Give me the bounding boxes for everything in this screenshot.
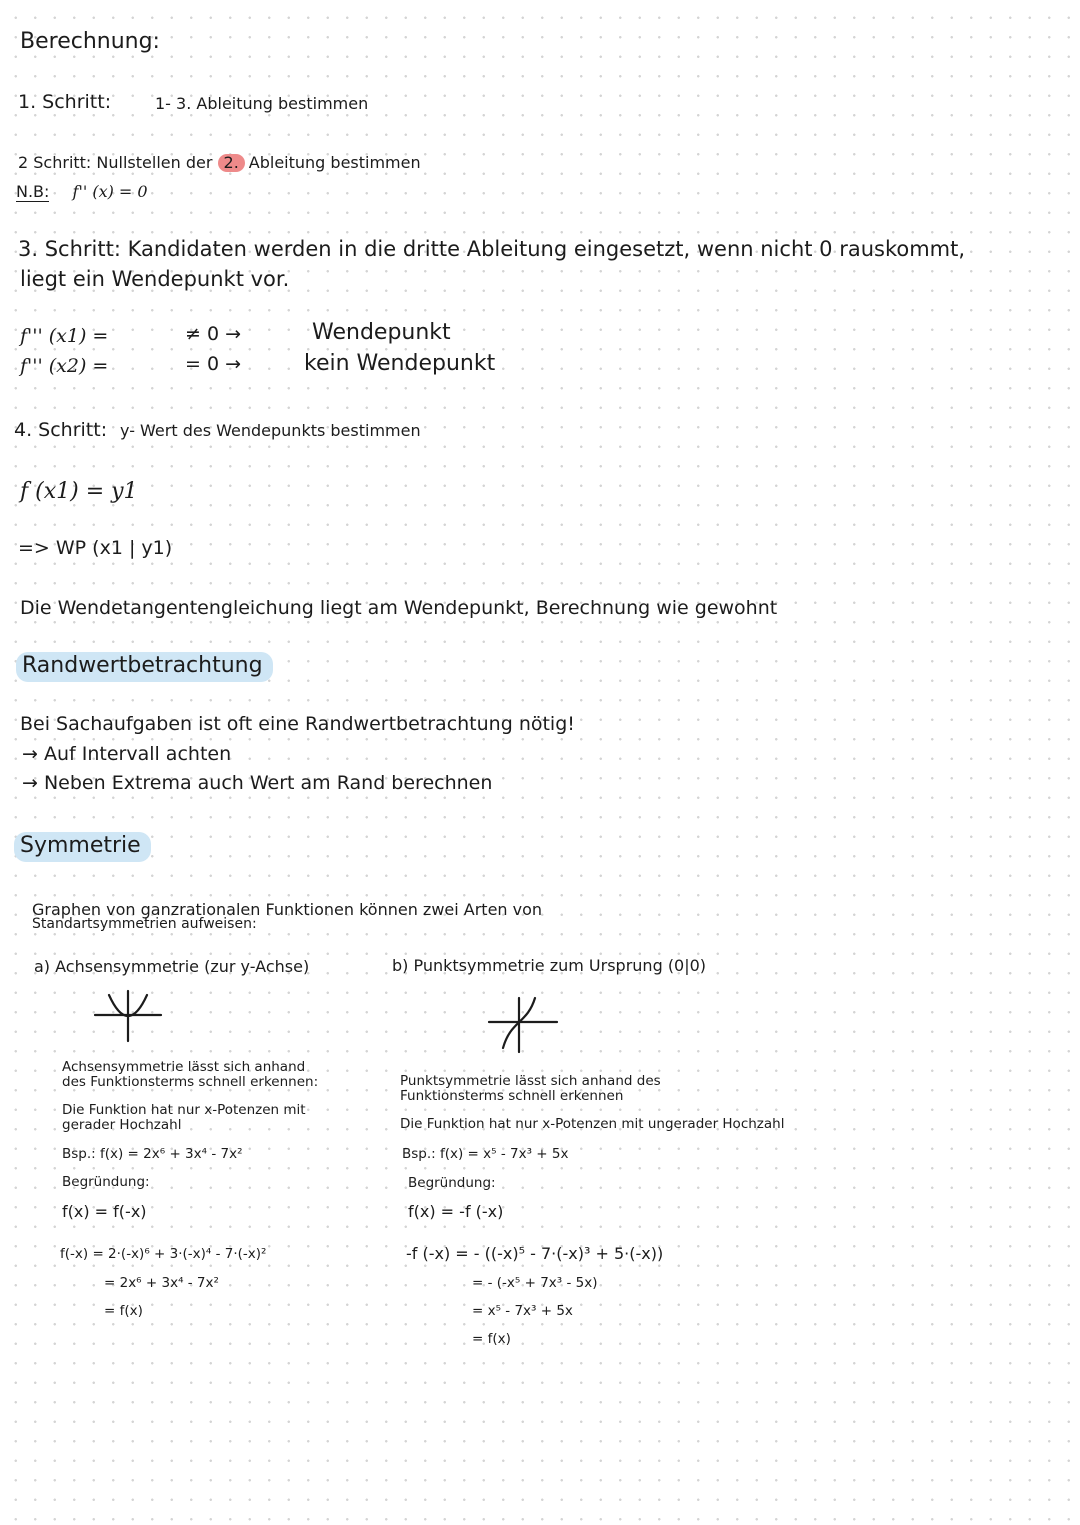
symmetry-a-rule-line1: Die Funktion hat nur x-Potenzen mit <box>62 1102 306 1118</box>
f3-x1-text: Wendepunkt <box>312 320 451 345</box>
nb-formula: f'' (x) = 0 <box>72 182 148 201</box>
step2-nb-line <box>16 183 148 201</box>
symmetry-a-title: a) Achsensymmetrie (zur y-Achse) <box>34 957 310 976</box>
symmetry-a-desc-line1: Achsensymmetrie lässt sich anhand <box>62 1059 306 1075</box>
step2-highlight: 2. <box>218 154 245 172</box>
step3-line1: 3. Schritt: Kandidaten werden in die dritte Ableitung eingesetzt, wenn nicht 0 rauskommt, <box>18 237 966 261</box>
step4-label: 4. Schritt: <box>14 419 108 441</box>
symmetry-b-calc2: = - (-x⁵ + 7x³ - 5x) <box>472 1275 598 1291</box>
f3-x2-text: kein Wendepunkt <box>304 351 496 376</box>
symmetry-b-calc4: = f(x) <box>472 1331 511 1347</box>
step4-text: y- Wert des Wendepunkts bestimmen <box>120 421 421 440</box>
symmetry-b-reason: f(x) = -f (-x) <box>408 1202 504 1221</box>
symmetry-intro-line2: Standartsymmetrien aufweisen: <box>32 916 257 932</box>
symmetry-b-calc1: -f (-x) = - ((-x)⁵ - 7·(-x)³ + 5·(-x)) <box>406 1244 664 1263</box>
f3-x2-result: = 0 → <box>185 353 242 375</box>
step1-label: 1. Schritt: <box>18 91 112 113</box>
step4-formula: f (x1) = y1 <box>20 479 138 504</box>
symmetry-heading: Symmetrie <box>14 832 151 862</box>
nb-label: N.B: <box>16 182 50 201</box>
symmetry-a-example: Bsp.: f(x) = 2x⁶ + 3x⁴ - 7x² <box>62 1146 243 1162</box>
symmetry-a-rule-line2: gerader Hochzahl <box>62 1117 182 1133</box>
f3-x1-formula: f''' (x1) = <box>20 325 109 347</box>
symmetry-a-calc3: = f(x) <box>104 1303 143 1319</box>
symmetry-a-calc2: = 2x⁶ + 3x⁴ - 7x² <box>104 1275 219 1291</box>
boundary-line2: → Auf Intervall achten <box>22 743 232 765</box>
page-title: Berechnung: <box>20 29 160 54</box>
symmetry-b-rule: Die Funktion hat nur x-Potenzen mit ungerader Hochzahl <box>400 1116 785 1132</box>
symmetry-b-reason-label: Begründung: <box>408 1175 496 1191</box>
step2-line <box>18 154 421 172</box>
step2-text-pre: Nullstellen der <box>96 153 213 172</box>
symmetry-b-desc-line1: Punktsymmetrie lässt sich anhand des <box>400 1073 661 1089</box>
symmetry-intro-line1: Graphen von ganzrationalen Funktionen können zwei Arten von <box>32 900 543 919</box>
step4-result: => WP (x1 | y1) <box>18 537 173 559</box>
symmetry-a-desc-line2: des Funktionsterms schnell erkennen: <box>62 1074 319 1090</box>
boundary-line3: → Neben Extrema auch Wert am Rand berechnen <box>22 772 493 794</box>
boundary-line1: Bei Sachaufgaben ist oft eine Randwertbetrachtung nötig! <box>20 713 575 735</box>
axis-symmetry-graph-icon <box>95 985 185 1045</box>
symmetry-a-reason: f(x) = f(-x) <box>62 1202 147 1221</box>
step2-label: 2 Schritt: <box>18 153 92 172</box>
f3-x1-result: ≠ 0 → <box>185 323 242 345</box>
step2-text-post: Ableitung bestimmen <box>248 153 421 172</box>
symmetry-a-reason-label: Begründung: <box>62 1174 150 1190</box>
f3-x2-formula: f''' (x2) = <box>20 355 109 377</box>
symmetry-b-title: b) Punktsymmetrie zum Ursprung (0|0) <box>392 956 707 975</box>
boundary-heading: Randwertbetrachtung <box>16 652 273 682</box>
step1-text: 1- 3. Ableitung bestimmen <box>155 94 369 113</box>
step3-line2: liegt ein Wendepunkt vor. <box>20 267 290 291</box>
symmetry-a-calc1: f(-x) = 2·(-x)⁶ + 3·(-x)⁴ - 7·(-x)² <box>60 1246 267 1262</box>
symmetry-b-calc3: = x⁵ - 7x³ + 5x <box>472 1303 573 1319</box>
symmetry-b-example: Bsp.: f(x) = x⁵ - 7x³ + 5x <box>402 1146 569 1162</box>
tangent-note: Die Wendetangentengleichung liegt am Wendepunkt, Berechnung wie gewohnt <box>20 597 778 619</box>
symmetry-b-desc-line2: Funktionsterms schnell erkennen <box>400 1088 624 1104</box>
point-symmetry-graph-icon <box>485 990 575 1060</box>
